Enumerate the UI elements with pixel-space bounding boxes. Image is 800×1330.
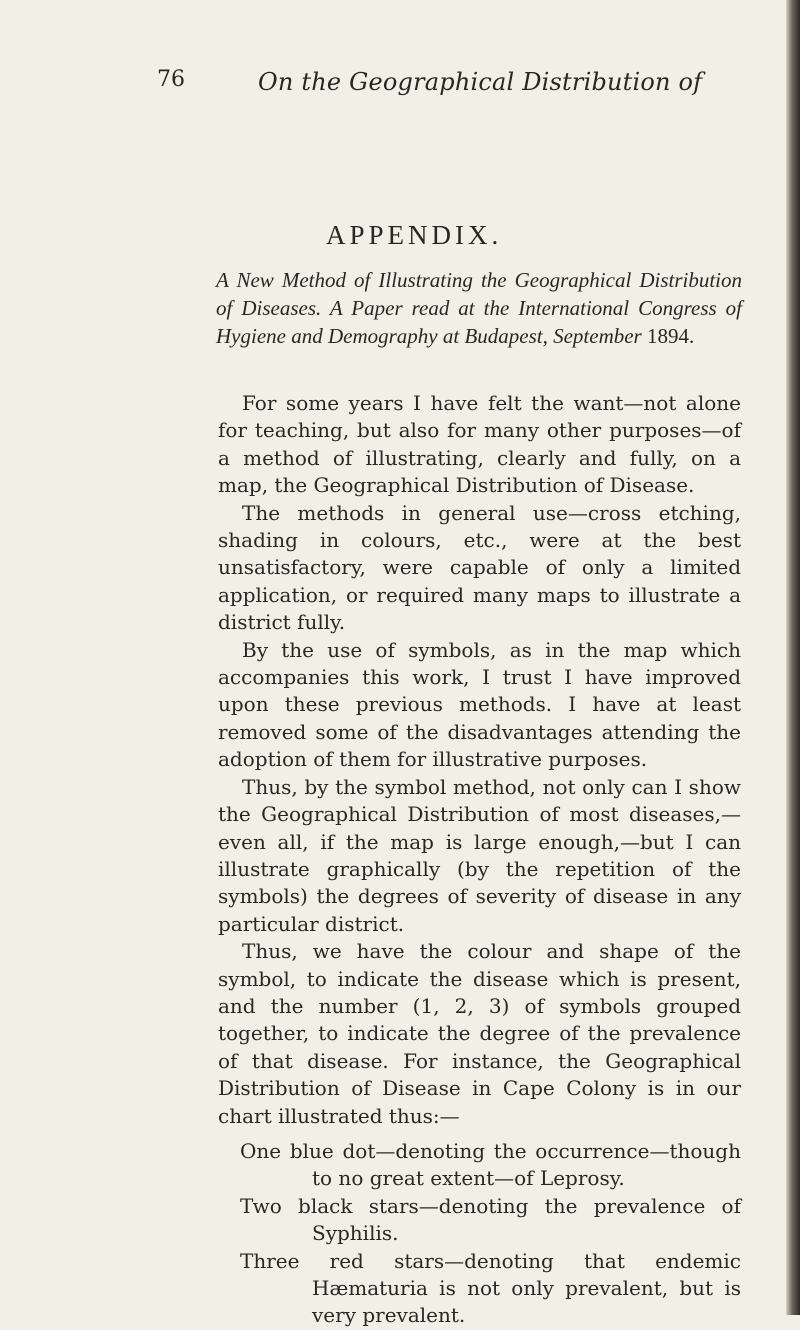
body-text (218, 390, 741, 1330)
subtitle-text: A New Method of Illustrating the Geographical Distribution of Diseases. A Paper read at the International Congress of Hygiene and Demography at Budapest, September (216, 268, 742, 348)
page-binding-edge (786, 0, 800, 1315)
list-item: Two black stars—denoting the prevalence of Syphilis. (240, 1193, 741, 1246)
paragraph: Thus, by the symbol method, not only can I show the Geographical Distribution of most diseases,—even all, if the map is large enough,—but I can illustrate graphically (by the repetition of the symbols) the degrees of severity of disease in any particular district. (218, 774, 741, 936)
page-number: 76 (157, 67, 185, 92)
paragraph: For some years I have felt the want—not alone for teaching, but also for many other purposes—of a method of illustrating, clearly and fully, on a map, the Geographical Distribution of Disease. (218, 391, 741, 498)
appendix-subtitle (216, 266, 742, 350)
paragraph: By the use of symbols, as in the map which accompanies this work, I trust I have improved upon these previous methods. I have at least removed some of the disadvantages attending the adoption of them for illustrative purposes. (218, 637, 741, 772)
running-head: On the Geographical Distribution of (258, 68, 703, 96)
list-item: Three red stars—denoting that endemic Hæmaturia is not only prevalent, but is very prevalent. (240, 1248, 741, 1328)
subtitle-year: 1894. (646, 324, 695, 348)
paragraph: Thus, we have the colour and shape of the symbol, to indicate the disease which is present, and the number (1, 2, 3) of symbols grouped together, to indicate the degree of the prevalence of that disease. For instance, the Geographical Distribution of Disease in Cape Colony is in our chart illustrated thus:— (218, 939, 741, 1128)
appendix-title: APPENDIX. (326, 220, 503, 250)
list-item: One blue dot—denoting the occurrence—though to no great extent—of Leprosy. (240, 1138, 741, 1191)
paragraph: The methods in general use—cross etching, shading in colours, etc., were at the best unsatisfactory, were capable of only a limited application, or required many maps to illustrate a district fully. (218, 500, 741, 635)
